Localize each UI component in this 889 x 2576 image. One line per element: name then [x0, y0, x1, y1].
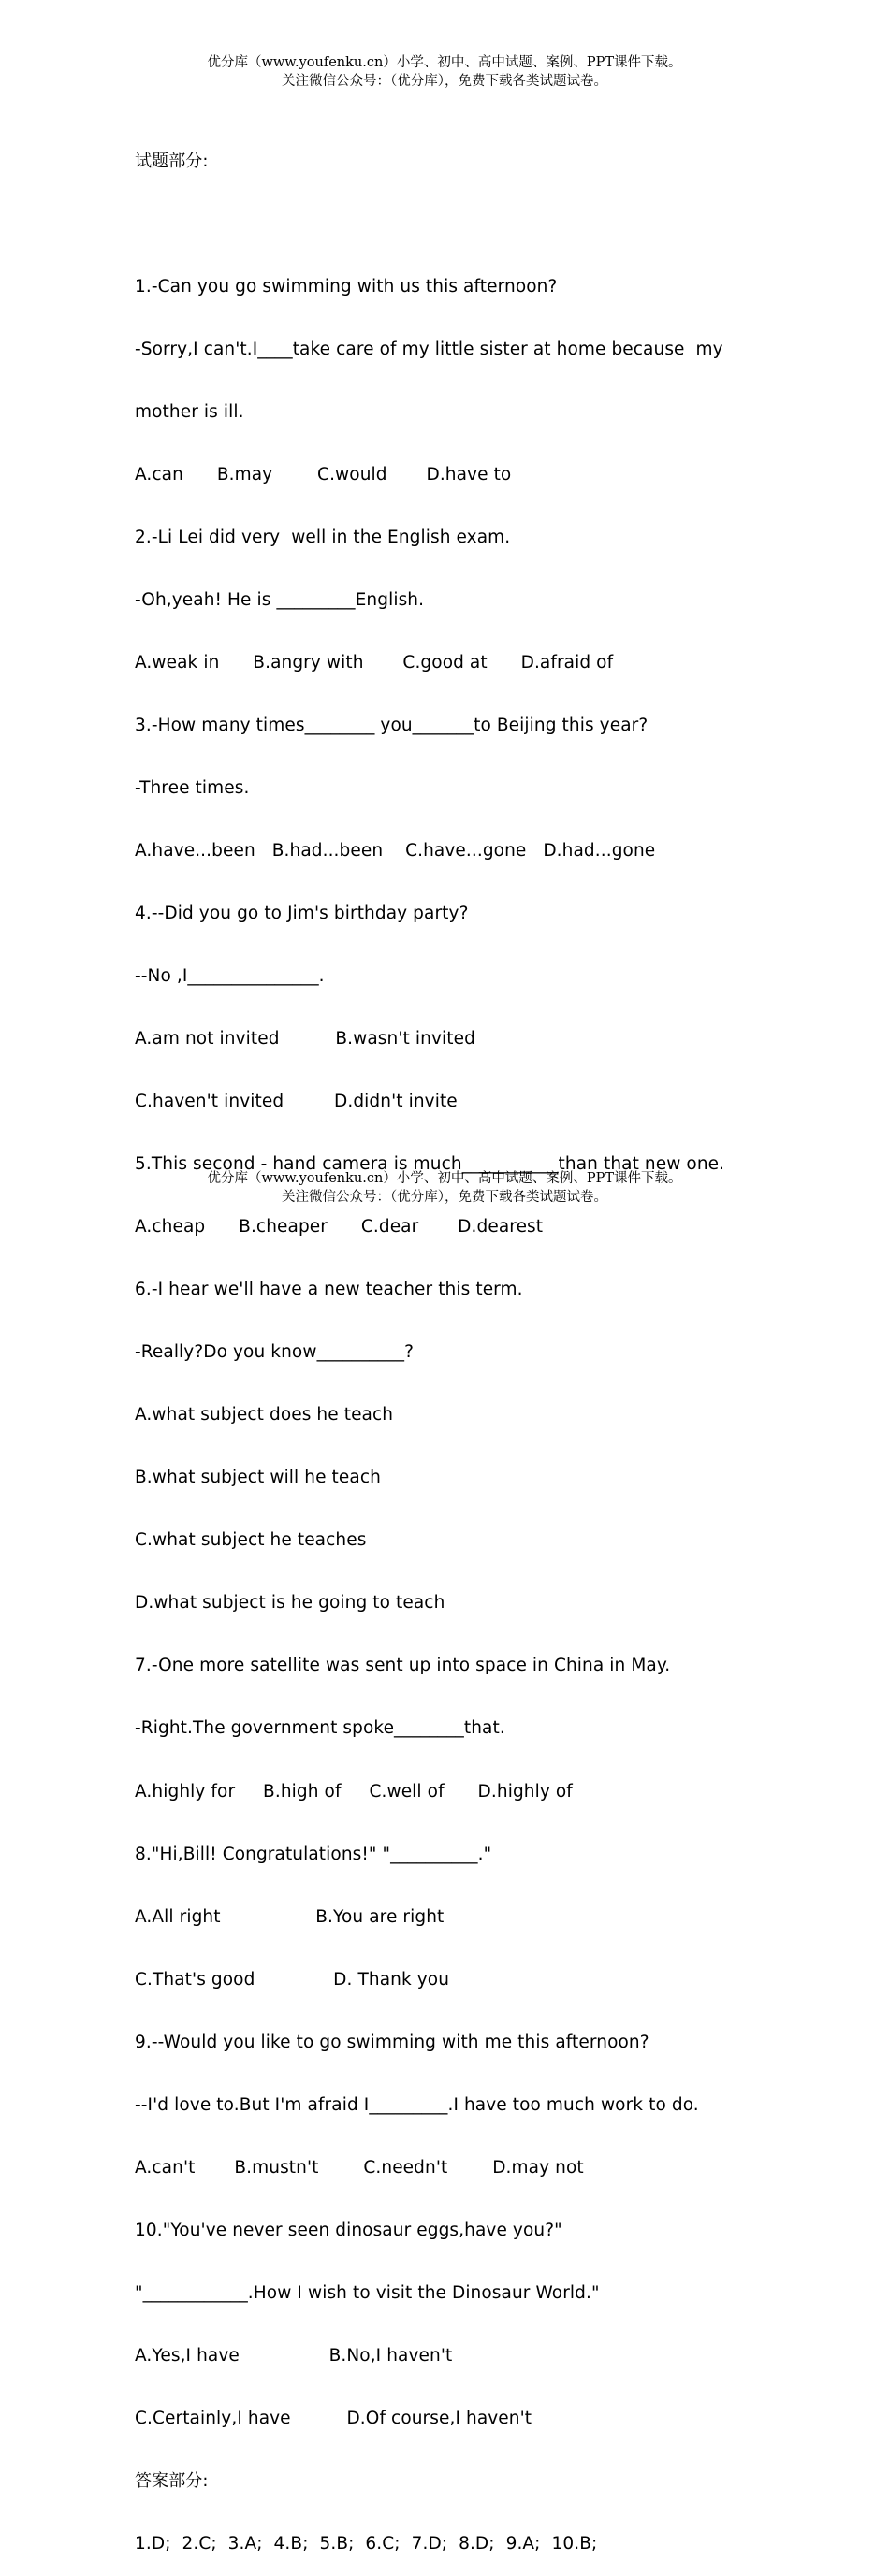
- options-line: A.Yes,I have B.No,I haven't: [135, 2345, 453, 2366]
- question-line: 10."You've never seen dinosaur eggs,have you?": [135, 2220, 562, 2240]
- options-line: A.am not invited B.wasn't invited: [135, 1029, 475, 1049]
- question-line: 7.-One more satellite was sent up into space in China in May.: [135, 1656, 671, 1676]
- options-line: B.what subject will he teach: [135, 1468, 381, 1488]
- question-line: 6.-I hear we'll have a new teacher this term.: [135, 1280, 523, 1300]
- question-line: 5.This second - hand camera is much___________than that new one.: [135, 1154, 725, 1175]
- page-header: [0, 53, 889, 91]
- options-line: A.cheap B.cheaper C.dear D.dearest: [135, 1217, 544, 1237]
- question-line: --I'd love to.But I'm afraid I_________.I have too much work to do.: [135, 2094, 699, 2115]
- question-line: 1.-Can you go swimming with us this afternoon?: [135, 276, 558, 297]
- header-line-2: 关注微信公众号：（优分库），免费下载各类试题试卷。: [282, 74, 607, 89]
- question-line: -Sorry,I can't.I____take care of my little sister at home because my: [135, 339, 723, 359]
- question-line: "____________.How I wish to visit the Dinosaur World.": [135, 2282, 600, 2303]
- options-line: C.what subject he teaches: [135, 1530, 367, 1551]
- options-line: A.what subject does he teach: [135, 1405, 394, 1425]
- footer-line-1: 优分库（www.youfenku.cn）小学、初中、高中试题、案例、PPT课件下载。: [207, 1171, 682, 1186]
- footer-line-2: 关注微信公众号：（优分库），免费下载各类试题试卷。: [282, 1190, 607, 1205]
- options-line: C.Certainly,I have D.Of course,I haven't: [135, 2408, 532, 2428]
- options-line: A.can B.may C.would D.have to: [135, 464, 512, 485]
- question-line: 9.--Would you like to go swimming with me this afternoon?: [135, 2032, 649, 2052]
- options-line: C.haven't invited D.didn't invite: [135, 1092, 458, 1112]
- question-line: --No ,I_______________.: [135, 966, 325, 987]
- options-line: A.have...been B.had...been C.have...gone D.had...gone: [135, 841, 656, 861]
- options-line: A.All right B.You are right: [135, 1906, 444, 1927]
- question-line: mother is ill.: [135, 401, 244, 422]
- page-footer: [0, 1169, 889, 1207]
- header-line-1: 优分库（www.youfenku.cn）小学、初中、高中试题、案例、PPT课件下载。: [207, 55, 682, 70]
- question-line: -Really?Do you know__________?: [135, 1342, 414, 1363]
- answers-section-title: 答案部分:: [135, 2470, 209, 2491]
- question-line: -Three times.: [135, 778, 250, 798]
- question-line: 3.-How many times________ you_______to Beijing this year?: [135, 715, 649, 735]
- document-body: [135, 109, 771, 2576]
- options-line: D.what subject is he going to teach: [135, 1593, 445, 1614]
- answers-line: 1.D; 2.C; 3.A; 4.B; 5.B; 6.C; 7.D; 8.D; 9.A; 10.B;: [135, 2533, 598, 2554]
- options-line: C.That's good D. Thank you: [135, 1969, 450, 1990]
- options-line: A.weak in B.angry with C.good at D.afraid of: [135, 652, 614, 673]
- question-line: -Oh,yeah! He is _________English.: [135, 589, 425, 610]
- blank-line: [135, 214, 771, 235]
- questions-section-title: 试题部分:: [135, 151, 209, 171]
- question-line: -Right.The government spoke________that.: [135, 1718, 505, 1739]
- options-line: A.can't B.mustn't C.needn't D.may not: [135, 2157, 584, 2178]
- question-line: 4.--Did you go to Jim's birthday party?: [135, 904, 469, 924]
- options-line: A.highly for B.high of C.well of D.highly of: [135, 1781, 573, 1802]
- question-line: 8."Hi,Bill! Congratulations!" "__________.": [135, 1844, 492, 1864]
- question-line: 2.-Li Lei did very well in the English exam.: [135, 527, 511, 547]
